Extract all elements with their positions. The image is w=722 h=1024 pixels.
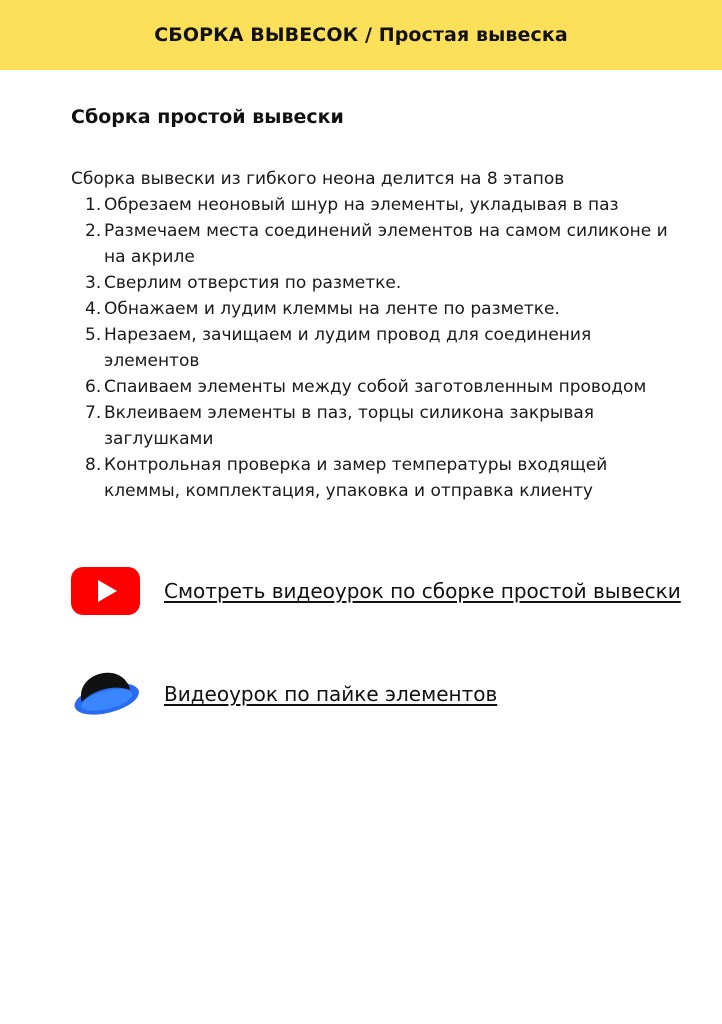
step-text: Контрольная проверка и замер температуры входящей клеммы, комплектация, упаковка и отправка клиенту xyxy=(104,455,608,501)
step-number: 8. xyxy=(85,455,102,475)
yandex-disk-icon[interactable] xyxy=(71,669,141,719)
step-text: Спаиваем элементы между собой заготовленным проводом xyxy=(104,377,647,397)
step-text: Вклеиваем элементы в паз, торцы силикона закрывая заглушками xyxy=(104,403,595,449)
yandex-disk-link-row xyxy=(71,669,497,719)
list-item xyxy=(71,296,671,322)
step-number: 3. xyxy=(85,273,102,293)
step-text: Сверлим отверстия по разметке. xyxy=(104,273,402,293)
step-text: Размечаем места соединений элементов на самом силиконе и на акриле xyxy=(104,221,668,267)
youtube-icon[interactable] xyxy=(71,566,141,616)
header-title: СБОРКА ВЫВЕСОК / Простая вывеска xyxy=(154,24,568,46)
step-text: Обрезаем неоновый шнур на элементы, укладывая в паз xyxy=(104,195,619,215)
step-text: Обнажаем и лудим клеммы на ленте по разметке. xyxy=(104,299,560,319)
youtube-video-link[interactable]: Смотреть видеоурок по сборке простой вывески xyxy=(164,579,681,603)
step-text: Нарезаем, зачищаем и лудим провод для соединения элементов xyxy=(104,325,592,371)
step-number: 2. xyxy=(85,221,102,241)
intro-text: Сборка вывески из гибкого неона делится на 8 этапов xyxy=(71,169,565,189)
list-item xyxy=(71,374,671,400)
step-number: 6. xyxy=(85,377,102,397)
list-item xyxy=(71,192,671,218)
header-bar xyxy=(0,0,722,70)
list-item xyxy=(71,322,671,374)
step-number: 7. xyxy=(85,403,102,423)
list-item xyxy=(71,270,671,296)
step-number: 5. xyxy=(85,325,102,345)
steps-list xyxy=(71,192,671,504)
step-number: 4. xyxy=(85,299,102,319)
list-item xyxy=(71,218,671,270)
list-item xyxy=(71,452,671,504)
section-title: Сборка простой вывески xyxy=(71,106,344,128)
soldering-video-link[interactable]: Видеоурок по пайке элементов xyxy=(164,682,498,706)
youtube-link-row xyxy=(71,566,681,616)
list-item xyxy=(71,400,671,452)
step-number: 1. xyxy=(85,195,102,215)
